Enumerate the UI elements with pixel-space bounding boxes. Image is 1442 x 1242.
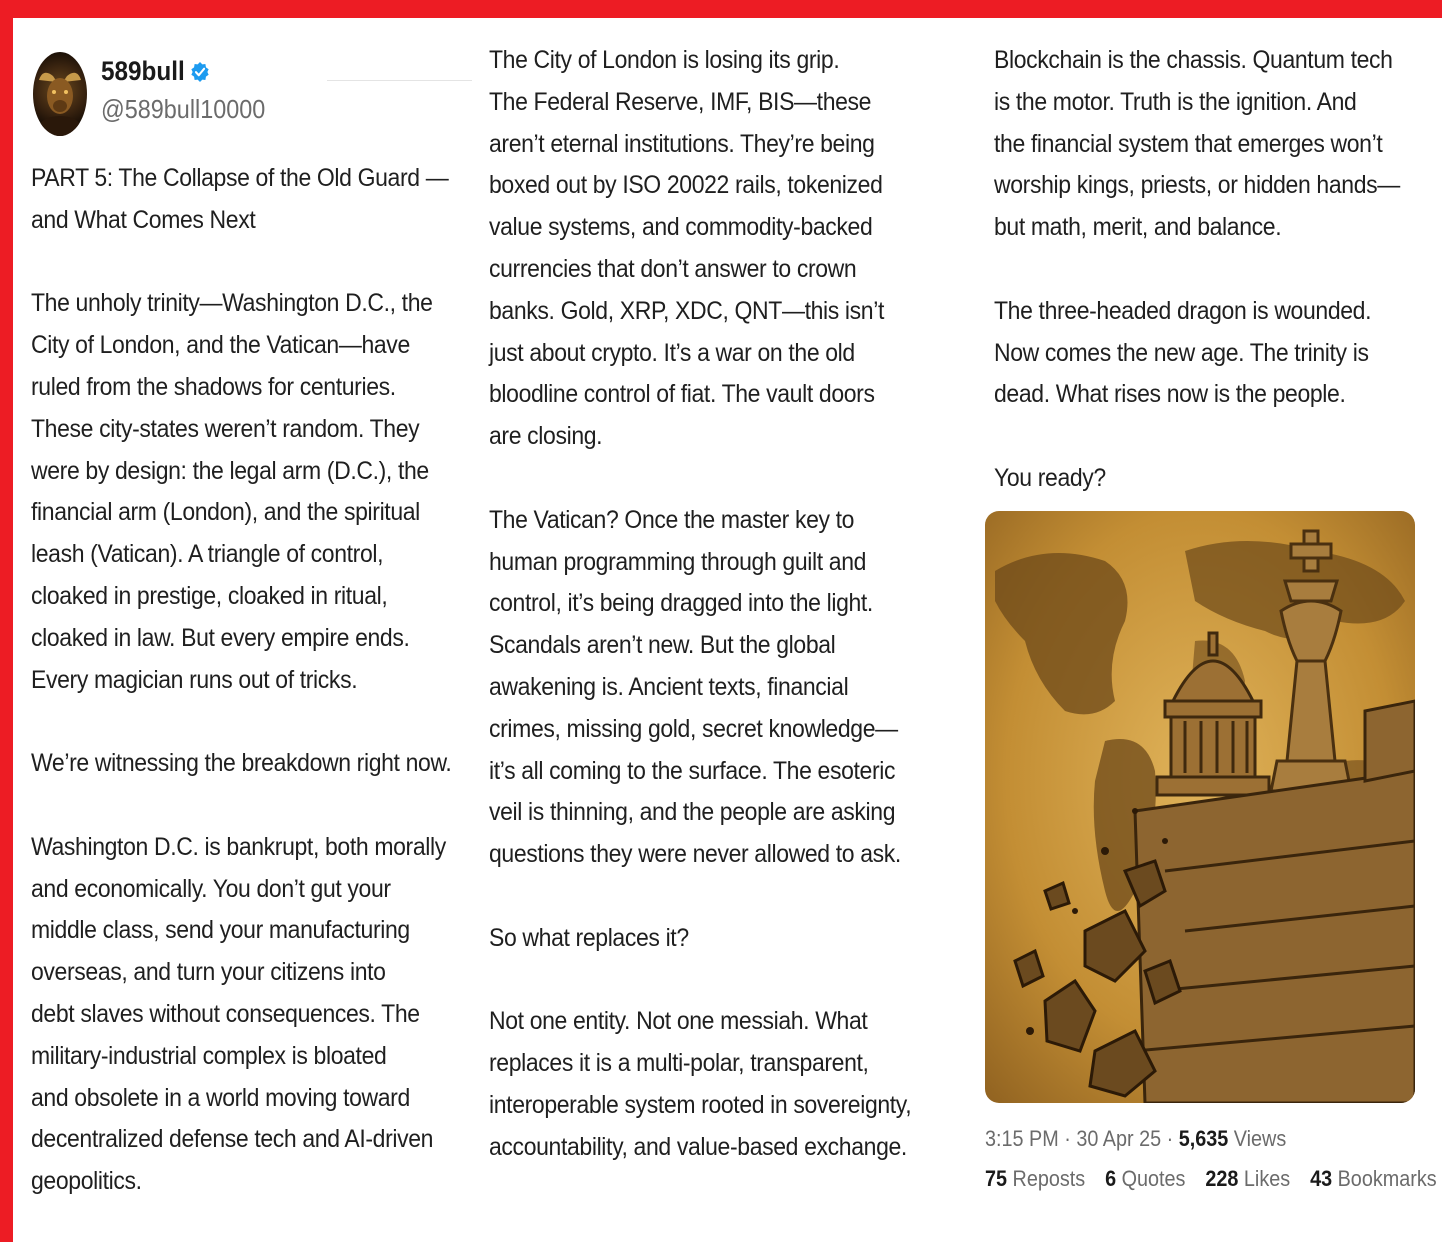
- column-3-text: [994, 40, 1442, 500]
- paragraph-washington: Washington D.C. is bankrupt, both morally and economically. You don’t gut your middle class, send your manufacturing overseas, and turn your citizens into debt slaves without consequences. The military-industrial complex is bloated and obsolete in a world moving toward decentralized defense tech and AI-driven geopolitics.: [31, 832, 446, 1196]
- paragraph-city-of-london: The City of London is losing its grip. The Federal Reserve, IMF, BIS—these aren’t eternal institutions. They’re being boxed out by ISO 20022 rails, tokenized value systems, and commodity-backed currencies that don’t answer to crown banks. Gold, XRP, XDC, QNT—this isn’t just about crypto. It’s a war on the old bloodline control of fiat. The vault doors are closing.: [489, 46, 884, 451]
- post-title: PART 5: The Collapse of the Old Guard — and What Comes Next: [31, 164, 449, 234]
- likes-label: Likes: [1238, 1166, 1291, 1191]
- paragraph-unholy-trinity: The unholy trinity—Washington D.C., the City of London, and the Vatican—have ruled from the shadows for centuries. These city-states weren’t random. They were by design: the legal arm (D.C.), the financial arm (London), and the spiritual leash (Vatican). A triangle of control, cloaked in prestige, cloaked in ritual, cloaked in law. But every empire ends. Every magician runs out of tricks.: [31, 289, 433, 694]
- post-timestamp-views: [985, 1126, 1286, 1152]
- header-divider: [327, 80, 472, 81]
- paragraph-not-one-entity: Not one entity. Not one messiah. What replaces it is a multi-polar, transparent, interoperable system rooted in sovereignty, accountability, and value-based exchange.: [489, 1007, 912, 1161]
- bull-avatar-icon: [33, 52, 87, 136]
- views-label: Views: [1228, 1126, 1287, 1151]
- verified-badge-icon: [190, 61, 210, 83]
- bookmarks-count: 43: [1310, 1166, 1333, 1191]
- views-count: 5,635: [1178, 1126, 1229, 1151]
- crumbling-empire-illustration: [985, 511, 1415, 1103]
- post-image[interactable]: [985, 511, 1415, 1103]
- author-name-text: 589bull: [101, 56, 185, 86]
- paragraph-vatican: The Vatican? Once the master key to human programming through guilt and control, it’s being dragged into the light. Scandals aren’t new. But the global awakening is. Ancient texts, financial crimes, missing gold, secret knowledge— it’s all coming to the surface. The esoteric veil is thinning, and the people are asking questions they were never allowed to ask.: [489, 505, 901, 869]
- reposts-count: 75: [985, 1166, 1008, 1191]
- tweet-header: [31, 50, 471, 142]
- post-engagement-stats: [985, 1166, 1442, 1192]
- paragraph-you-ready: You ready?: [994, 463, 1106, 492]
- quotes-count: 6: [1105, 1166, 1117, 1191]
- bookmarks-label: Bookmarks: [1332, 1166, 1437, 1191]
- reposts-stat[interactable]: [985, 1166, 1085, 1191]
- likes-stat[interactable]: [1205, 1166, 1290, 1191]
- avatar[interactable]: [33, 52, 87, 136]
- paragraph-dragon: The three-headed dragon is wounded. Now comes the new age. The trinity is dead. What rises now is the people.: [994, 296, 1372, 409]
- column-2-text: [489, 40, 1019, 1169]
- paragraph-breakdown: We’re witnessing the breakdown right now.: [31, 749, 452, 778]
- likes-count: 228: [1205, 1166, 1239, 1191]
- column-1-text: [31, 158, 533, 1203]
- post-time[interactable]: 3:15 PM · 30 Apr 25 ·: [985, 1126, 1179, 1151]
- quotes-stat[interactable]: [1105, 1166, 1185, 1191]
- paragraph-what-replaces: So what replaces it?: [489, 923, 689, 952]
- tweet-screenshot-page: [13, 18, 1442, 1242]
- reposts-label: Reposts: [1007, 1166, 1086, 1191]
- paragraph-blockchain: Blockchain is the chassis. Quantum tech is the motor. Truth is the ignition. And the financial system that emerges won’t worship kings, priests, or hidden hands— but math, merit, and balance.: [994, 46, 1400, 242]
- author-handle[interactable]: @589bull10000: [101, 94, 266, 124]
- author-name[interactable]: [101, 56, 210, 87]
- quotes-label: Quotes: [1116, 1166, 1186, 1191]
- bookmarks-stat[interactable]: [1310, 1166, 1437, 1191]
